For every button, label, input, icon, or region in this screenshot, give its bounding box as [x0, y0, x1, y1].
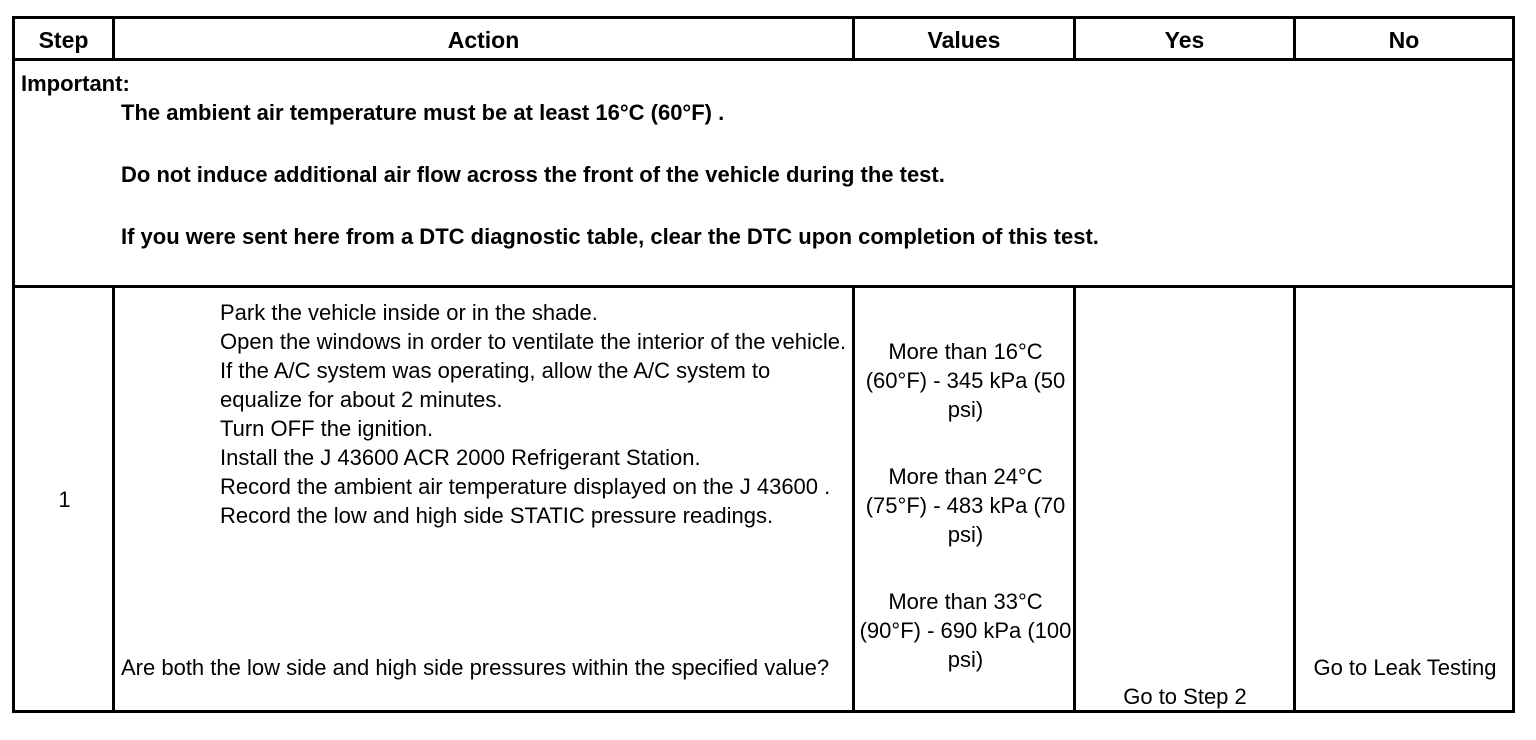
values-cell	[856, 337, 1075, 712]
diagnostic-table	[12, 16, 1515, 713]
important-note-airflow: Do not induce additional air flow across the front of the vehicle during the test.	[121, 162, 945, 187]
action-item: Turn OFF the ignition.	[220, 416, 434, 441]
value-spec: More than 33°C (90°F) - 690 kPa (100 psi)	[859, 589, 1072, 672]
step-question: Are both the low side and high side pressures within the specified value?	[121, 655, 830, 680]
step-number: 1	[58, 487, 71, 512]
header-action: Action	[447, 26, 520, 53]
yes-action-link[interactable]: Go to Step 2	[1123, 684, 1247, 709]
important-note-temperature: The ambient air temperature must be at least 16°C (60°F) .	[121, 100, 725, 125]
important-note-dtc: If you were sent here from a DTC diagnostic table, clear the DTC upon completion of this test.	[121, 224, 1099, 249]
no-action-link[interactable]: Go to Leak Testing	[1313, 655, 1497, 680]
value-spec: More than 16°C (60°F) - 345 kPa (50 psi)	[865, 339, 1066, 422]
action-item: Park the vehicle inside or in the shade.	[220, 300, 598, 325]
header-no: No	[1388, 26, 1420, 53]
action-list	[220, 298, 850, 530]
action-item: Install the J 43600 ACR 2000 Refrigerant Station.	[220, 445, 701, 470]
header-yes: Yes	[1164, 26, 1205, 53]
action-item: If the A/C system was operating, allow the A/C system to equalize for about 2 minutes.	[220, 358, 771, 412]
important-divider	[15, 285, 1512, 288]
action-item: Record the low and high side STATIC pressure readings.	[220, 503, 774, 528]
column-divider-action-row	[852, 285, 855, 710]
header-step: Step	[38, 26, 89, 53]
header-values: Values	[927, 26, 1001, 53]
value-spec: More than 24°C (75°F) - 483 kPa (70 psi)	[865, 464, 1066, 547]
action-item: Record the ambient air temperature displayed on the J 43600 .	[220, 474, 831, 499]
column-divider-yes-row	[1293, 285, 1296, 710]
important-label: Important:	[21, 71, 130, 96]
action-item: Open the windows in order to ventilate the interior of the vehicle.	[220, 329, 847, 354]
